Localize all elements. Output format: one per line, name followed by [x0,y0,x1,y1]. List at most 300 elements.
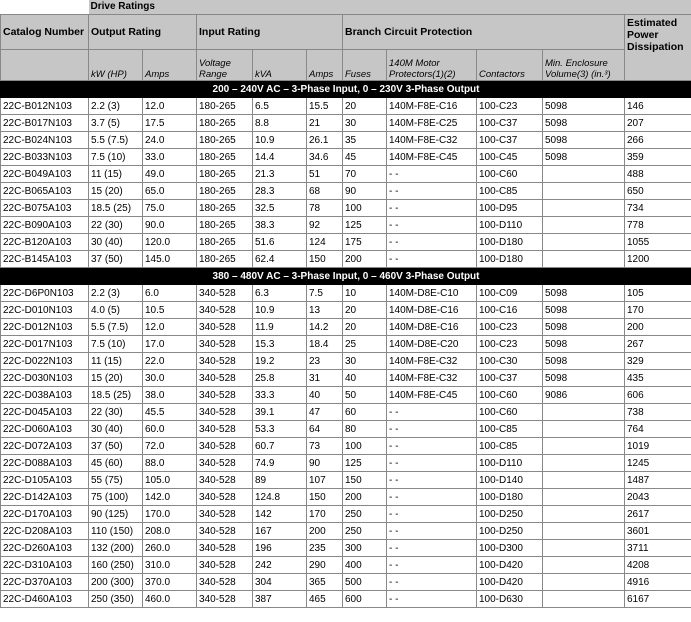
table-cell: 266 [625,132,691,149]
table-cell [543,251,625,268]
table-row [1,217,691,234]
table-cell: 606 [625,387,691,404]
subheader-amps-out: Amps [143,50,197,81]
table-cell: 100 [343,200,387,217]
table-cell: 5098 [543,319,625,336]
table-cell: 2617 [625,506,691,523]
table-cell: 22C-B065A103 [1,183,89,200]
header-input: Input Rating [197,15,343,50]
table-cell: 30 (40) [89,234,143,251]
table-cell: - - [387,183,477,200]
table-cell: - - [387,574,477,591]
table-row [1,132,691,149]
table-cell: 30 [343,353,387,370]
table-cell: 290 [307,557,343,574]
table-row [1,166,691,183]
table-title: Drive Ratings [89,0,691,15]
table-cell: 160 (250) [89,557,143,574]
table-cell: 10 [343,285,387,302]
table-cell: 110 (150) [89,523,143,540]
table-cell: 22C-B120A103 [1,234,89,251]
table-cell: 22C-D017N103 [1,336,89,353]
table-cell: 340-528 [197,438,253,455]
table-cell: 51 [307,166,343,183]
table-cell: - - [387,251,477,268]
table-cell: 11.9 [253,319,307,336]
table-cell: 340-528 [197,370,253,387]
table-cell: - - [387,438,477,455]
subheader-enclosure: Min. Enclosure Volume(3) (in.³) [543,50,625,81]
table-cell: 33.3 [253,387,307,404]
table-cell: 400 [343,557,387,574]
table-row [1,336,691,353]
table-cell: 146 [625,98,691,115]
table-cell: 100-C23 [477,319,543,336]
table-cell: 20 [343,302,387,319]
table-cell: 5098 [543,285,625,302]
table-row [1,183,691,200]
table-cell: 340-528 [197,455,253,472]
table-row [1,489,691,506]
table-row [1,319,691,336]
table-cell: 3.7 (5) [89,115,143,132]
table-cell: 22 (30) [89,217,143,234]
table-cell: 12.0 [143,319,197,336]
table-cell: 100-C85 [477,438,543,455]
table-cell: 12.0 [143,98,197,115]
table-cell: 200 [307,523,343,540]
section-label: 200 – 240V AC – 3-Phase Input, 0 – 230V 3-Phase Output [1,81,691,98]
table-cell: 22C-D208A103 [1,523,89,540]
table-cell: 170 [625,302,691,319]
table-cell: 14.2 [307,319,343,336]
table-cell: 28.3 [253,183,307,200]
table-cell: 340-528 [197,404,253,421]
table-row [1,557,691,574]
table-cell: 167 [253,523,307,540]
table-cell: 200 (300) [89,574,143,591]
table-cell: 19.2 [253,353,307,370]
table-cell: 5098 [543,336,625,353]
table-cell: 55 (75) [89,472,143,489]
table-cell: 734 [625,200,691,217]
table-cell: 35 [343,132,387,149]
table-cell: 22C-B033N103 [1,149,89,166]
table-row [1,421,691,438]
table-cell [543,557,625,574]
table-row [1,234,691,251]
table-cell: 53.3 [253,421,307,438]
table-cell: 22C-D030N103 [1,370,89,387]
table-cell: 340-528 [197,557,253,574]
table-cell: 340-528 [197,353,253,370]
subheader-fuses: Fuses [343,50,387,81]
table-cell: - - [387,472,477,489]
table-cell: 90 [343,183,387,200]
table-cell: - - [387,166,477,183]
table-cell: 100-D420 [477,557,543,574]
table-cell: 340-528 [197,540,253,557]
table-cell [543,421,625,438]
table-cell: 5098 [543,132,625,149]
table-cell: 100-D250 [477,506,543,523]
table-cell: 5098 [543,302,625,319]
table-cell: 30 [343,115,387,132]
table-cell: 100-C16 [477,302,543,319]
table-cell: 242 [253,557,307,574]
table-cell: 180-265 [197,217,253,234]
table-cell: - - [387,489,477,506]
table-cell: 250 [343,506,387,523]
table-cell: 25.8 [253,370,307,387]
table-cell: 250 [343,523,387,540]
table-cell: 75.0 [143,200,197,217]
table-cell [543,234,625,251]
table-cell: 10.5 [143,302,197,319]
table-row [1,370,691,387]
table-cell: 74.9 [253,455,307,472]
section-label: 380 – 480V AC – 3-Phase Input, 0 – 460V 3-Phase Output [1,268,691,285]
table-row [1,149,691,166]
table-cell: 3601 [625,523,691,540]
table-cell: 267 [625,336,691,353]
table-cell: 340-528 [197,489,253,506]
table-cell: 33.0 [143,149,197,166]
table-cell [543,166,625,183]
table-cell: 3711 [625,540,691,557]
table-cell: 22C-D038A103 [1,387,89,404]
table-cell: 38.0 [143,387,197,404]
subheader-kw: kW (HP) [89,50,143,81]
table-row [1,285,691,302]
table-cell: 200 [343,251,387,268]
table-cell: 5098 [543,353,625,370]
table-row [1,438,691,455]
table-row [1,591,691,608]
table-cell: 22C-D6P0N103 [1,285,89,302]
table-cell: 23 [307,353,343,370]
table-cell: 1019 [625,438,691,455]
table-cell: 150 [307,251,343,268]
table-cell: 100-D110 [477,217,543,234]
table-cell: 40 [343,370,387,387]
table-cell: 72.0 [143,438,197,455]
table-cell: 142 [253,506,307,523]
table-cell: 340-528 [197,336,253,353]
title-spacer [1,0,89,15]
table-cell: 340-528 [197,421,253,438]
table-cell: 140M-F8E-C32 [387,132,477,149]
table-cell: 78 [307,200,343,217]
table-cell [543,489,625,506]
table-row [1,200,691,217]
table-cell: 125 [343,217,387,234]
table-cell: 650 [625,183,691,200]
table-cell: 22C-B075A103 [1,200,89,217]
table-cell: 140M-F8E-C45 [387,387,477,404]
table-cell: 34.6 [307,149,343,166]
table-cell: 17.0 [143,336,197,353]
table-cell: 22C-D105A103 [1,472,89,489]
table-cell: 235 [307,540,343,557]
table-cell: 200 [343,489,387,506]
table-row [1,472,691,489]
table-cell [543,523,625,540]
table-cell: 340-528 [197,319,253,336]
table-cell: 2043 [625,489,691,506]
table-cell: 200 [625,319,691,336]
table-row [1,574,691,591]
table-cell: 22.0 [143,353,197,370]
subheader-motor-protectors: 140M Motor Protectors(1)(2) [387,50,477,81]
table-cell: - - [387,557,477,574]
table-cell: 22C-B145A103 [1,251,89,268]
table-cell: 250 (350) [89,591,143,608]
table-cell: 100-D180 [477,234,543,251]
table-cell: 340-528 [197,472,253,489]
table-row [1,540,691,557]
table-cell: 22C-D072A103 [1,438,89,455]
table-cell: 208.0 [143,523,197,540]
table-cell: 49.0 [143,166,197,183]
subheader-spacer [1,50,89,81]
table-row [1,251,691,268]
table-cell: 22C-D060A103 [1,421,89,438]
table-cell: 11 (15) [89,166,143,183]
table-cell: 140M-D8E-C10 [387,285,477,302]
table-cell: 6.5 [253,98,307,115]
table-cell: 370.0 [143,574,197,591]
table-cell: 105.0 [143,472,197,489]
table-cell [543,540,625,557]
subheader-voltage: Voltage Range [197,50,253,81]
table-cell: 22C-B024N103 [1,132,89,149]
table-cell: 60.0 [143,421,197,438]
section-header-row [1,268,691,285]
table-cell: 107 [307,472,343,489]
table-cell: 6.0 [143,285,197,302]
table-cell: 170.0 [143,506,197,523]
table-cell: 7.5 (10) [89,149,143,166]
table-cell: 5.5 (7.5) [89,132,143,149]
table-cell: 68 [307,183,343,200]
table-cell: 45 (60) [89,455,143,472]
table-cell: 100 [343,438,387,455]
table-cell: 100-C37 [477,115,543,132]
table-row [1,353,691,370]
table-row [1,455,691,472]
table-cell: 89 [253,472,307,489]
table-cell: - - [387,421,477,438]
table-cell: 22C-D260A103 [1,540,89,557]
table-cell: 22C-D088A103 [1,455,89,472]
table-cell: 10.9 [253,132,307,149]
table-cell: 64 [307,421,343,438]
table-cell: 15.5 [307,98,343,115]
table-cell: - - [387,540,477,557]
table-cell: 150 [343,472,387,489]
table-cell: 92 [307,217,343,234]
section-header-row [1,81,691,98]
table-cell: - - [387,404,477,421]
table-cell: 365 [307,574,343,591]
subheader-contactors: Contactors [477,50,543,81]
table-cell: - - [387,217,477,234]
table-cell: 500 [343,574,387,591]
table-cell: 22 (30) [89,404,143,421]
table-cell: 22C-B090A103 [1,217,89,234]
table-cell: 180-265 [197,149,253,166]
table-cell: 125 [343,455,387,472]
header-power: Estimated Power Dissipation [625,15,691,81]
table-cell: 88.0 [143,455,197,472]
table-cell: 435 [625,370,691,387]
table-cell: 100-D250 [477,523,543,540]
table-cell: 62.4 [253,251,307,268]
table-cell: 460.0 [143,591,197,608]
table-cell: 10.9 [253,302,307,319]
table-cell [543,455,625,472]
table-cell: 22C-D370A103 [1,574,89,591]
table-cell: 22C-D010N103 [1,302,89,319]
table-cell: 175 [343,234,387,251]
table-cell: 22C-D310A103 [1,557,89,574]
table-cell: 145.0 [143,251,197,268]
table-cell: 180-265 [197,115,253,132]
table-cell: 207 [625,115,691,132]
table-cell: 764 [625,421,691,438]
table-cell: 75 (100) [89,489,143,506]
table-cell: 4916 [625,574,691,591]
table-cell: 4.0 (5) [89,302,143,319]
table-cell: 60 [343,404,387,421]
table-cell: 20 [343,319,387,336]
table-cell: - - [387,523,477,540]
table-cell: 778 [625,217,691,234]
table-cell: 140M-D8E-C20 [387,336,477,353]
table-cell: 18.4 [307,336,343,353]
table-cell: 140M-F8E-C32 [387,370,477,387]
table-cell: 73 [307,438,343,455]
table-cell: 7.5 (10) [89,336,143,353]
table-cell: - - [387,455,477,472]
table-cell: 30 (40) [89,421,143,438]
table-cell: 47 [307,404,343,421]
table-cell: 100-C85 [477,183,543,200]
table-cell: 5098 [543,370,625,387]
table-cell: 304 [253,574,307,591]
table-row [1,302,691,319]
table-cell: 124.8 [253,489,307,506]
table-cell: 22C-D012N103 [1,319,89,336]
table-cell: 100-C37 [477,132,543,149]
table-cell: 140M-F8E-C45 [387,149,477,166]
table-cell: 45 [343,149,387,166]
table-cell: 2.2 (3) [89,98,143,115]
table-cell: 40 [307,387,343,404]
table-cell: - - [387,234,477,251]
table-cell: 22C-D142A103 [1,489,89,506]
table-cell [543,183,625,200]
table-cell: 5.5 (7.5) [89,319,143,336]
table-cell: 140M-D8E-C16 [387,302,477,319]
table-cell: 8.8 [253,115,307,132]
table-cell [543,574,625,591]
table-cell: 260.0 [143,540,197,557]
table-cell: 100-C60 [477,387,543,404]
table-cell: 25 [343,336,387,353]
table-cell: 100-C23 [477,98,543,115]
table-cell: 22C-B049A103 [1,166,89,183]
table-cell: 2.2 (3) [89,285,143,302]
table-cell: 21.3 [253,166,307,183]
table-cell: 15.3 [253,336,307,353]
header-catalog: Catalog Number [1,15,89,50]
header-output: Output Rating [89,15,197,50]
table-cell: 180-265 [197,200,253,217]
table-cell: 18.5 (25) [89,200,143,217]
table-cell [543,472,625,489]
table-cell: 70 [343,166,387,183]
table-cell: 100-C09 [477,285,543,302]
table-cell: 15 (20) [89,370,143,387]
table-cell: 140M-F8E-C25 [387,115,477,132]
table-cell: 22C-B012N103 [1,98,89,115]
table-cell: 142.0 [143,489,197,506]
table-cell: 5098 [543,98,625,115]
table-cell: 105 [625,285,691,302]
table-cell: 124 [307,234,343,251]
table-cell: 100-D110 [477,455,543,472]
table-cell: 50 [343,387,387,404]
table-cell: 30.0 [143,370,197,387]
table-cell: 18.5 (25) [89,387,143,404]
table-cell: 100-D140 [477,472,543,489]
table-cell: 100-C60 [477,166,543,183]
table-cell: 38.3 [253,217,307,234]
table-cell: 1200 [625,251,691,268]
table-cell: 180-265 [197,183,253,200]
table-cell: 22C-D022N103 [1,353,89,370]
table-cell: 359 [625,149,691,166]
table-body [1,81,691,608]
table-cell: 100-D180 [477,489,543,506]
table-row [1,523,691,540]
table-cell: 5098 [543,115,625,132]
table-cell: 22C-B017N103 [1,115,89,132]
table-cell: 22C-D460A103 [1,591,89,608]
table-cell: 340-528 [197,574,253,591]
table-cell: 6.3 [253,285,307,302]
table-cell: 45.5 [143,404,197,421]
table-cell: 180-265 [197,166,253,183]
table-cell: - - [387,591,477,608]
table-cell: 22C-D045A103 [1,404,89,421]
table-cell: 600 [343,591,387,608]
table-cell: 4208 [625,557,691,574]
table-cell: 140M-D8E-C16 [387,319,477,336]
table-cell: 51.6 [253,234,307,251]
table-cell: 132 (200) [89,540,143,557]
table-cell: 150 [307,489,343,506]
table-cell [543,506,625,523]
table-cell: 60.7 [253,438,307,455]
table-cell: 100-D180 [477,251,543,268]
table-cell: 196 [253,540,307,557]
table-cell: 340-528 [197,591,253,608]
table-cell: 17.5 [143,115,197,132]
table-row [1,387,691,404]
